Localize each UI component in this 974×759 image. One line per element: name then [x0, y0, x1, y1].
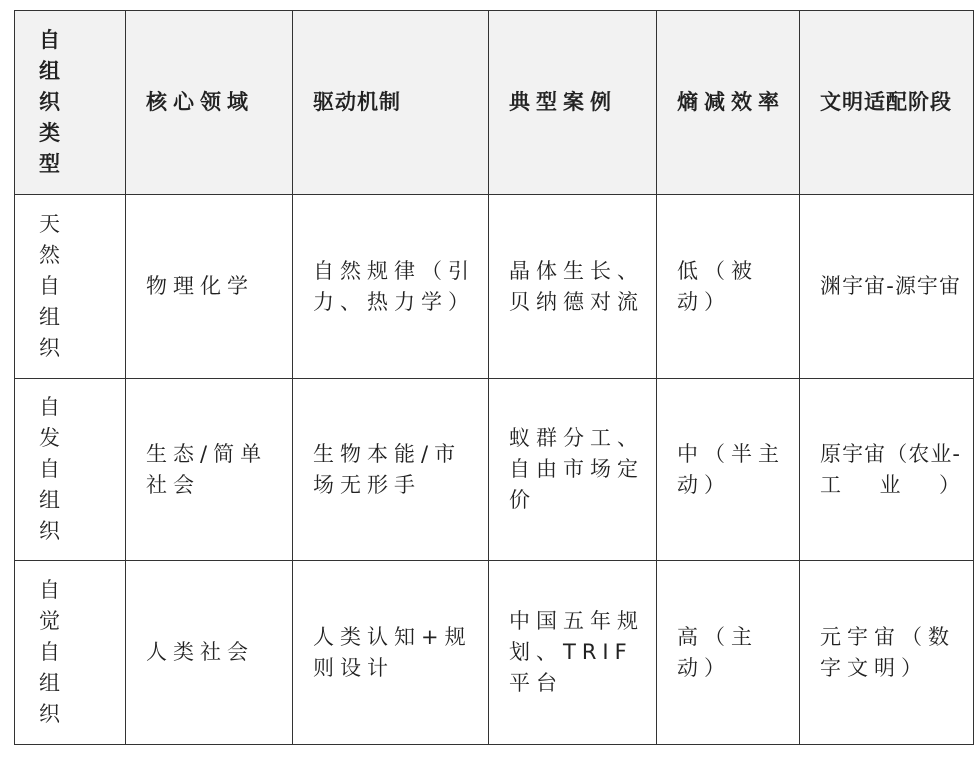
cell-case: 蚁群分工、自由市场定价	[489, 379, 657, 561]
header-case: 典型案例	[489, 11, 657, 195]
cell-mechanism: 生物本能/市场无形手	[293, 379, 489, 561]
cell-case: 晶体生长、贝纳德对流	[489, 195, 657, 379]
cell-type: 天然自组织	[15, 195, 126, 379]
table-header-row	[15, 11, 974, 195]
header-stage: 文明适配阶段	[800, 11, 974, 195]
cell-mechanism: 人类认知+规则设计	[293, 561, 489, 745]
cell-stage: 渊宇宙-源宇宙	[800, 195, 974, 379]
cell-efficiency: 高（主动）	[657, 561, 800, 745]
header-type: 自组织类型	[15, 11, 126, 195]
table-row	[15, 561, 974, 745]
cell-type: 自发自组织	[15, 379, 126, 561]
cell-mechanism: 自然规律（引力、热力学）	[293, 195, 489, 379]
header-mechanism: 驱动机制	[293, 11, 489, 195]
cell-domain: 生态/简单社会	[126, 379, 293, 561]
cell-domain: 物理化学	[126, 195, 293, 379]
comparison-table	[14, 10, 974, 745]
table-row	[15, 379, 974, 561]
cell-efficiency: 低（被动）	[657, 195, 800, 379]
cell-domain: 人类社会	[126, 561, 293, 745]
cell-efficiency: 中（半主动）	[657, 379, 800, 561]
cell-case: 中国五年规划、TRIF平台	[489, 561, 657, 745]
cell-stage: 原宇宙（农业-工业）	[800, 379, 974, 561]
header-efficiency: 熵减效率	[657, 11, 800, 195]
cell-type: 自觉自组织	[15, 561, 126, 745]
table-row	[15, 195, 974, 379]
header-domain: 核心领域	[126, 11, 293, 195]
cell-stage: 元宇宙（数字文明）	[800, 561, 974, 745]
